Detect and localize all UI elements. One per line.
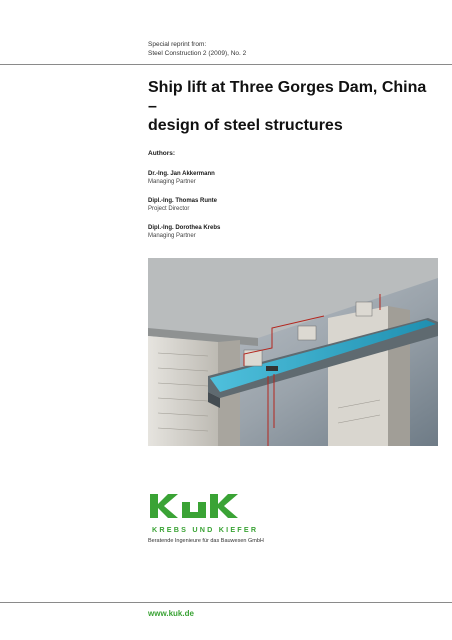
header-rule	[0, 64, 452, 65]
logo-wordmark: KREBS UND KIEFER	[152, 525, 259, 534]
reprint-info	[148, 40, 246, 58]
author-item	[148, 224, 220, 240]
author-role: Managing Partner	[148, 179, 196, 185]
title-line2: design of steel structures	[148, 117, 343, 134]
reprint-line2: Steel Construction 2 (2009), No. 2	[148, 50, 247, 57]
author-role: Project Director	[148, 206, 190, 212]
footer-rule	[0, 602, 452, 603]
website-link[interactable]: www.kuk.de	[148, 609, 194, 618]
author-name: Dr.-Ing. Jan Akkermann	[148, 171, 215, 177]
author-role: Managing Partner	[148, 233, 196, 239]
boat	[266, 366, 278, 371]
right-tower	[328, 306, 388, 446]
kuk-logo-icon	[148, 492, 264, 536]
title-line1: Ship lift at Three Gorges Dam, China –	[148, 79, 427, 115]
authors-heading: Authors:	[148, 150, 176, 157]
page-title	[148, 78, 438, 135]
company-tagline: Beratende Ingenieure für das Bauwesen GmbH	[148, 538, 264, 544]
author-item	[148, 170, 215, 186]
author-name: Dipl.-Ing. Dorothea Krebs	[148, 225, 221, 231]
ship-lift-illustration	[148, 258, 438, 446]
reprint-line1: Special reprint from:	[148, 41, 207, 48]
author-item	[148, 197, 217, 213]
author-name: Dipl.-Ing. Thomas Runte	[148, 198, 217, 204]
